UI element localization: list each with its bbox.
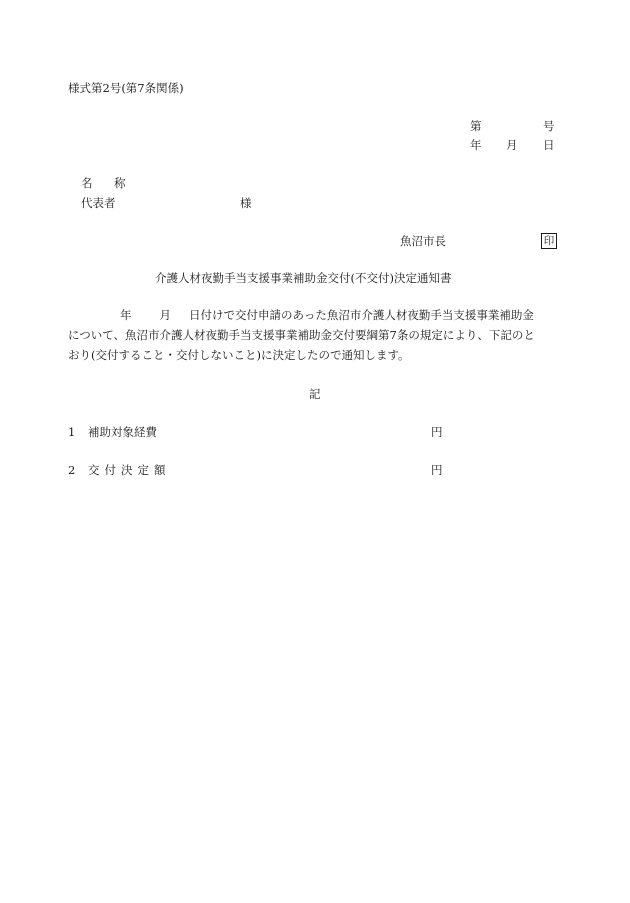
item-1-unit: 円: [431, 425, 443, 439]
body-line-2: について、魚沼市介護人材夜勤手当支援事業補助金交付要綱第7条の規定により、下記のと: [68, 328, 535, 342]
item-2-number: 2: [68, 463, 76, 477]
item-1-number: 1: [68, 425, 76, 439]
body-line-1: 年 月 日付けで交付申請のあった魚沼市介護人材夜勤手当支援事業補助金: [120, 308, 534, 322]
item-2-unit: 円: [431, 463, 443, 477]
addressee-honorific: 様: [240, 196, 252, 210]
item-1-label: 補助対象経費: [88, 425, 157, 439]
document-title: 介護人材夜勤手当支援事業補助金交付(不交付)決定通知書: [155, 271, 452, 285]
doc-number-prefix: 第: [470, 119, 482, 133]
seal-mark: 印: [541, 233, 557, 249]
body-year: 年: [120, 308, 132, 322]
body-paragraph: [68, 305, 564, 365]
addressee-representative-label: 代表者: [81, 196, 116, 210]
date-year: 年: [470, 138, 482, 152]
body-line-3: おり(交付すること・交付しないこと)に決定したので通知します。: [68, 348, 410, 362]
addressee-name-label: 名 称: [81, 176, 131, 190]
body-month: 月: [159, 308, 171, 322]
form-number: 様式第2号(第7条関係): [68, 81, 184, 95]
doc-number-suffix: 号: [543, 119, 555, 133]
date-day: 日: [543, 138, 555, 152]
issuer-title: 魚沼市長: [400, 234, 446, 248]
item-2-label: 交付決定額: [88, 463, 171, 477]
ki-heading: 記: [309, 387, 321, 401]
date-month: 月: [506, 138, 518, 152]
